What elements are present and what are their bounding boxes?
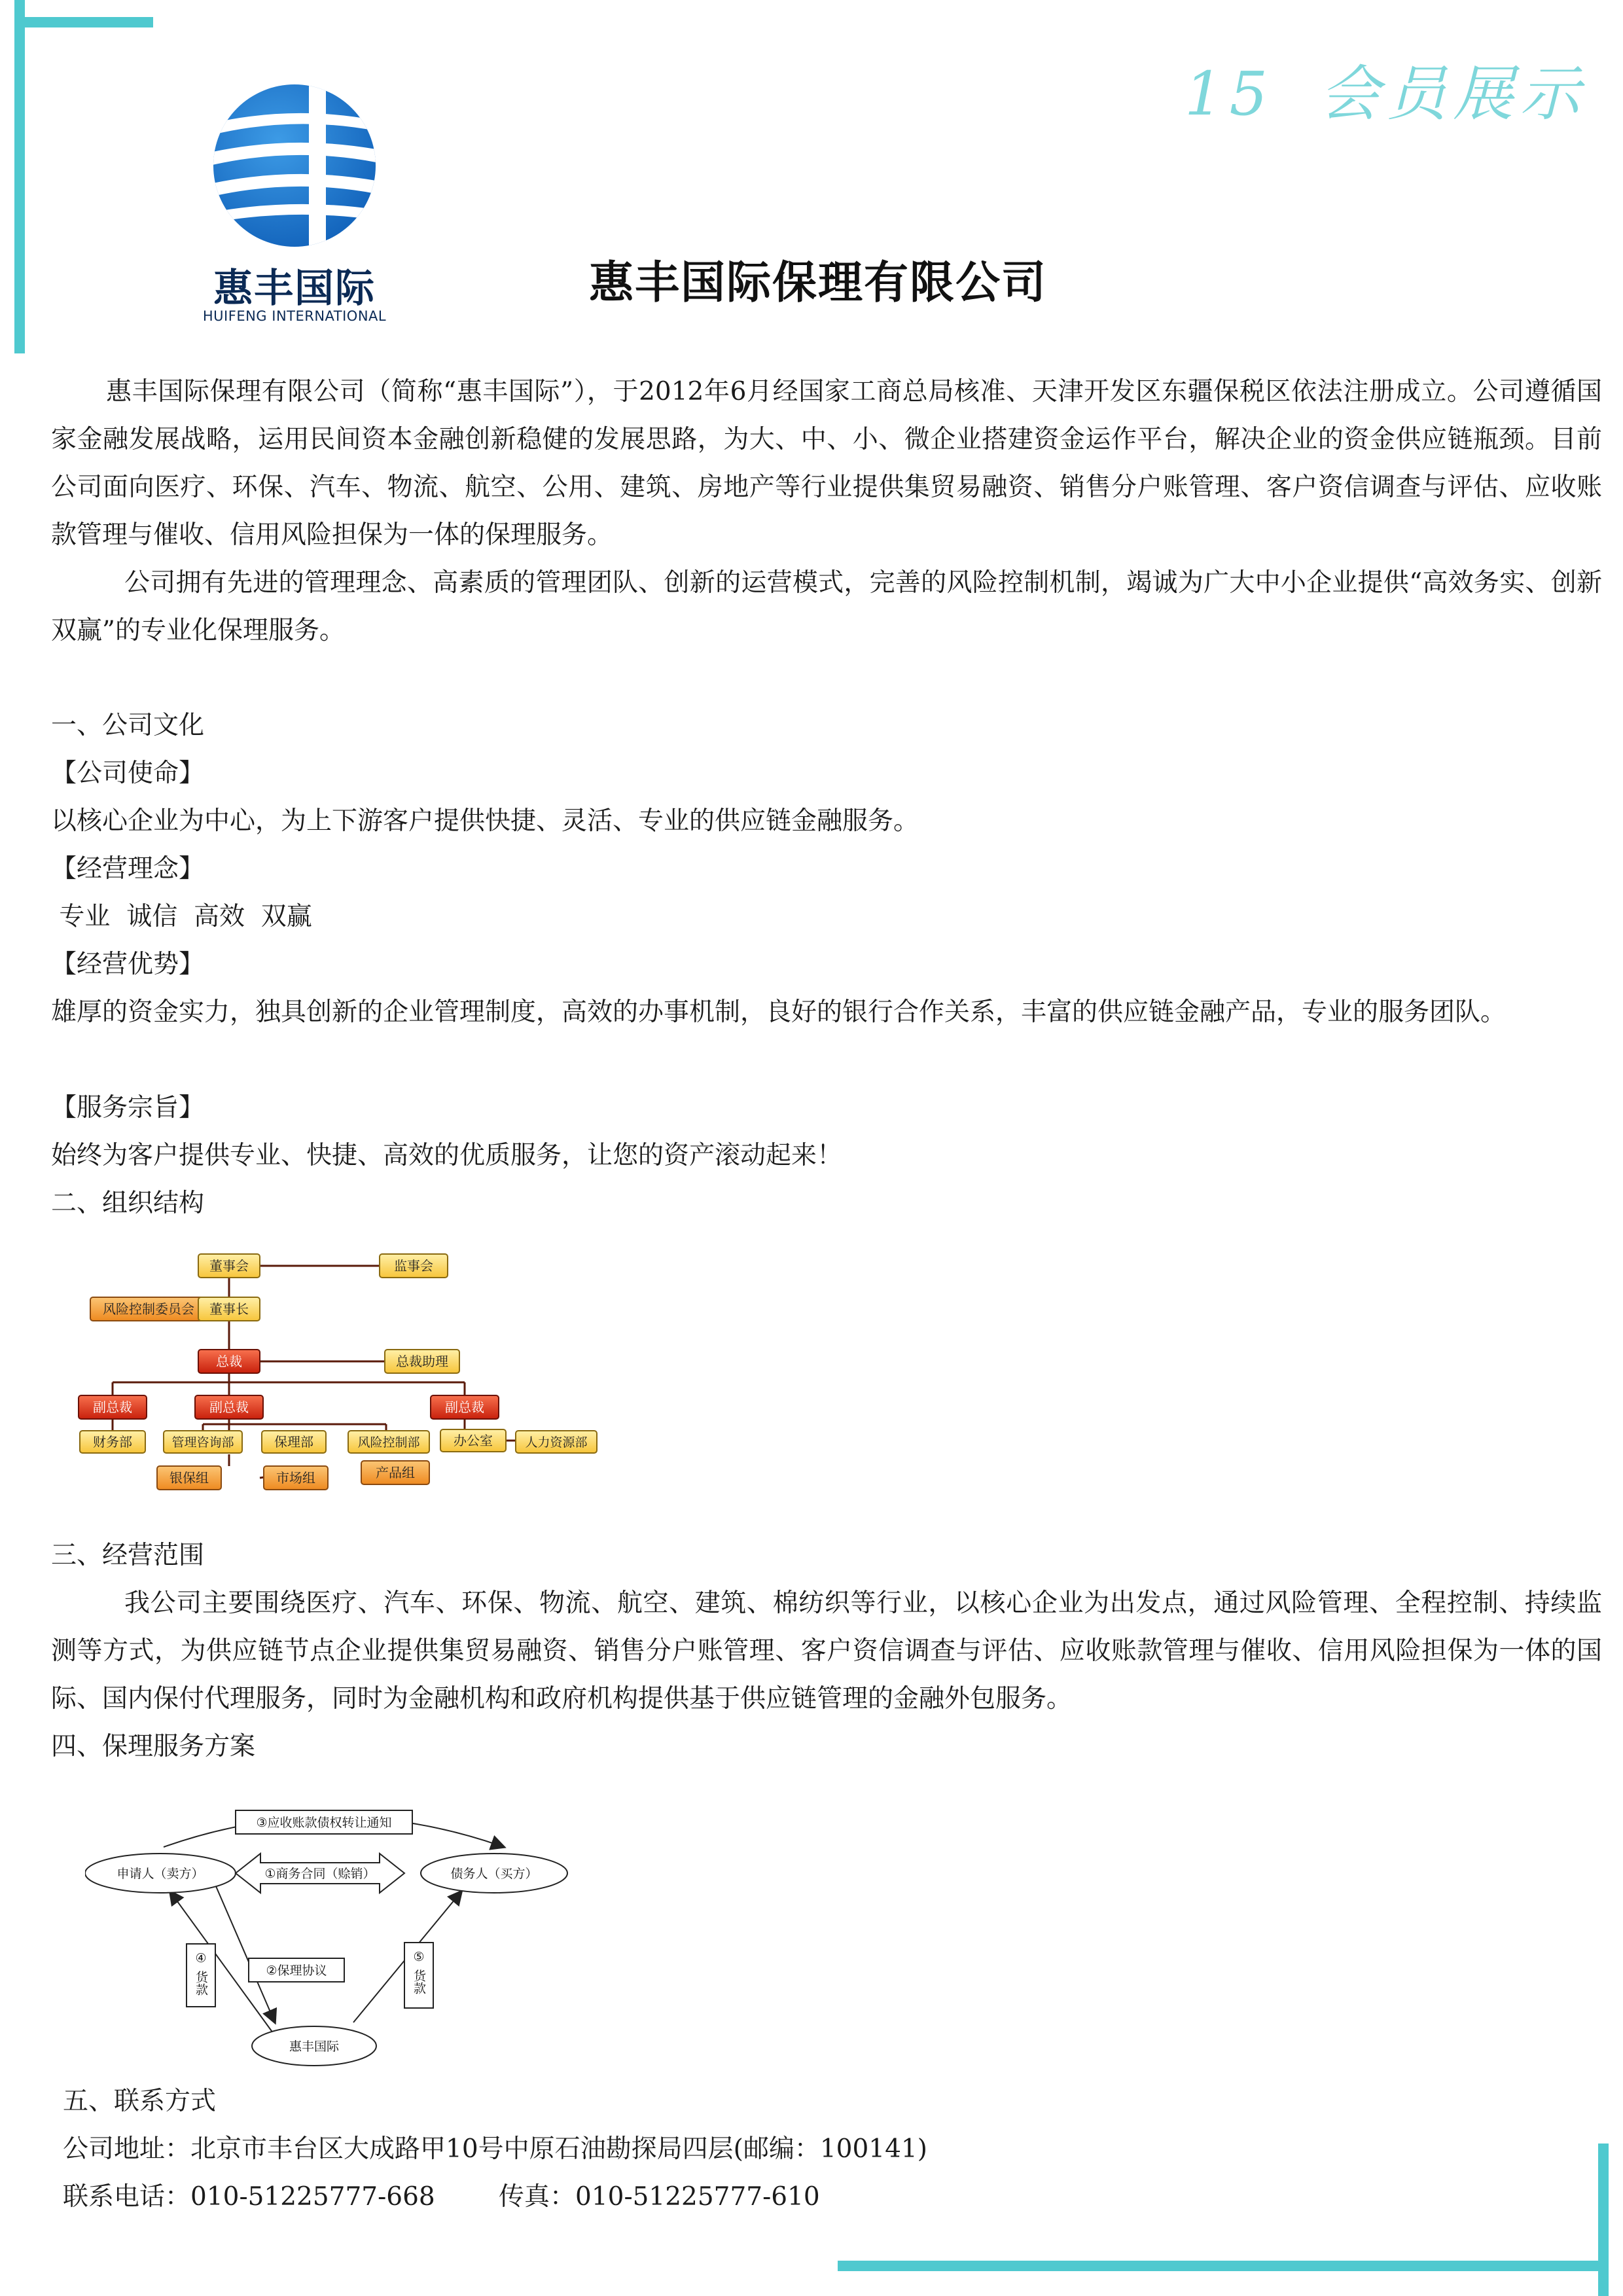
bottom-right-vertical-bar	[1598, 2144, 1609, 2296]
label-factoring-agreement	[249, 1958, 344, 1982]
svg-text:风险控制部: 风险控制部	[357, 1435, 420, 1450]
node-applicant	[85, 1854, 236, 1893]
svg-text:货款: 货款	[194, 1971, 208, 1996]
svg-text:①商务合同（赊销）: ①商务合同（赊销）	[264, 1867, 376, 1881]
svg-text:副总裁: 副总裁	[209, 1399, 249, 1415]
svg-text:④: ④	[195, 1951, 207, 1965]
node-vp-left	[79, 1395, 147, 1419]
node-risk-committee	[90, 1297, 207, 1321]
page-header	[1185, 46, 1587, 137]
contract-double-arrow	[236, 1854, 404, 1893]
node-board	[198, 1254, 260, 1278]
node-hr	[516, 1431, 597, 1453]
node-vp-right	[431, 1395, 499, 1419]
svg-text:副总裁: 副总裁	[445, 1399, 484, 1415]
top-left-horizontal-bar	[14, 17, 153, 27]
svg-text:管理咨询部: 管理咨询部	[171, 1435, 234, 1450]
svg-text:财务部: 财务部	[93, 1434, 132, 1450]
svg-text:申请人（卖方）: 申请人（卖方）	[116, 1867, 204, 1881]
tenet-text: 始终为客户提供专业、快捷、高效的优质服务，让您的资产滚动起来！	[51, 1141, 843, 1170]
svg-text:监事会: 监事会	[394, 1258, 433, 1274]
tenet-label: 【服务宗旨】	[51, 1093, 205, 1122]
org-heading: 二、组织结构	[51, 1189, 205, 1218]
node-supervisory-board	[380, 1254, 448, 1278]
svg-text:风险控制委员会: 风险控制委员会	[103, 1301, 194, 1317]
philosophy-label: 【经营理念】	[51, 854, 205, 884]
svg-text:总裁助理: 总裁助理	[396, 1354, 448, 1369]
label-payment-5	[404, 1943, 433, 2008]
node-president-assistant	[385, 1350, 459, 1373]
node-finance	[80, 1431, 145, 1453]
node-debtor	[421, 1854, 567, 1893]
culture-heading: 一、公司文化	[51, 711, 205, 740]
svg-text:货款: 货款	[412, 1969, 426, 1994]
node-factoring	[262, 1431, 326, 1453]
intro-paragraph-2: 公司拥有先进的管理理念、高素质的管理团队、创新的运营模式，完善的风险控制机制，竭诚为广大中小企业提供“高效务实、创新双赢”的专业化保理服务。	[51, 568, 1602, 645]
contact-fax: 传真：010-51225777-610	[499, 2182, 820, 2212]
globe-logo-icon	[196, 82, 393, 252]
scope-paragraph: 我公司主要围绕医疗、汽车、环保、物流、航空、建筑、棉纺织等行业，以核心企业为出发点，通过风险管理、全程控制、持续监测等方式，为供应链节点企业提供集贸易融资、销售分户账管理、客户资信调查与评估、应收账款管理与催收、信用风险担保为一体的国际、国内保付代理服务，同时为金融机构和政府机构提供基于供应链管理的金融外包服务。	[51, 1588, 1602, 1713]
intro-section	[51, 368, 1602, 655]
svg-text:③应收账款债权转让通知: ③应收账款债权转让通知	[256, 1816, 392, 1830]
label-payment-4	[187, 1944, 215, 2007]
company-title: 惠丰国际保理有限公司	[589, 257, 1048, 309]
mission-text: 以核心企业为中心，为上下游客户提供快捷、灵活、专业的供应链金融服务。	[51, 806, 919, 836]
svg-text:总裁: 总裁	[216, 1354, 242, 1369]
advantage-label: 【经营优势】	[51, 950, 205, 979]
page-number: 15	[1185, 59, 1275, 129]
logo-name-cn: 惠丰国际	[213, 266, 376, 312]
svg-text:市场组: 市场组	[276, 1470, 315, 1486]
svg-text:银保组: 银保组	[169, 1470, 209, 1486]
org-chart	[65, 1234, 615, 1522]
svg-text:债务人（买方）: 债务人（买方）	[450, 1867, 538, 1881]
svg-text:②保理协议: ②保理协议	[266, 1964, 327, 1978]
node-president	[198, 1350, 260, 1373]
svg-text:保理部: 保理部	[274, 1434, 313, 1450]
node-bank-group	[157, 1466, 221, 1490]
svg-text:惠丰国际: 惠丰国际	[289, 2039, 340, 2054]
philosophy-text: 专业 诚信 高效 双赢	[51, 902, 312, 931]
top-left-vertical-bar	[14, 0, 25, 353]
svg-text:副总裁: 副总裁	[93, 1399, 132, 1415]
section-title: 会员展示	[1319, 59, 1587, 129]
svg-text:人力资源部: 人力资源部	[525, 1435, 588, 1450]
node-chairman	[198, 1297, 260, 1321]
logo-name-en: HUIFENG INTERNATIONAL	[202, 308, 387, 324]
contact-address: 公司地址：北京市丰台区大成路甲10号中原石油勘探局四层(邮编：100141)	[63, 2134, 927, 2164]
node-vp-center	[195, 1395, 263, 1419]
svg-text:产品组: 产品组	[376, 1465, 415, 1480]
advantage-text: 雄厚的资金实力，独具创新的企业管理制度，高效的办事机制，良好的银行合作关系，丰富的供应链金融产品，专业的服务团队。	[51, 997, 1507, 1027]
svg-text:办公室: 办公室	[454, 1433, 493, 1448]
intro-paragraph-1: 惠丰国际保理有限公司（简称“惠丰国际”），于2012年6月经国家工商总局核准、天津开发区东疆保税区依法注册成立。公司遵循国家金融发展战略，运用民间资本金融创新稳健的发展思路，为大、中、小、微企业搭建资金运作平台，解决企业的资金供应链瓶颈。目前公司面向医疗、环保、汽车、物流、航空、公用、建筑、房地产等行业提供集贸易融资、销售分户账管理、客户资信调查与评估、应收账款管理与催收、信用风险担保为一体的保理服务。	[51, 377, 1602, 550]
svg-text:董事会: 董事会	[209, 1258, 249, 1274]
scope-text	[51, 1579, 1602, 1723]
label-transfer-notice	[236, 1810, 412, 1834]
node-risk-dept	[348, 1431, 429, 1453]
mission-label: 【公司使命】	[51, 759, 205, 788]
node-company	[252, 2026, 376, 2066]
factoring-flow-diagram	[85, 1793, 596, 2068]
scope-heading: 三、经营范围	[51, 1541, 205, 1570]
flow-heading: 四、保理服务方案	[51, 1732, 256, 1761]
node-market-group	[264, 1466, 328, 1490]
svg-text:董事长: 董事长	[209, 1301, 249, 1317]
node-office	[440, 1429, 506, 1452]
svg-text:⑤: ⑤	[413, 1950, 425, 1964]
node-product-group	[361, 1461, 429, 1484]
node-consulting	[164, 1431, 242, 1453]
contact-heading: 五、联系方式	[63, 2087, 217, 2116]
bottom-right-horizontal-bar	[838, 2261, 1609, 2271]
contact-phone: 联系电话：010-51225777-668	[63, 2182, 435, 2212]
company-logo	[196, 82, 393, 331]
